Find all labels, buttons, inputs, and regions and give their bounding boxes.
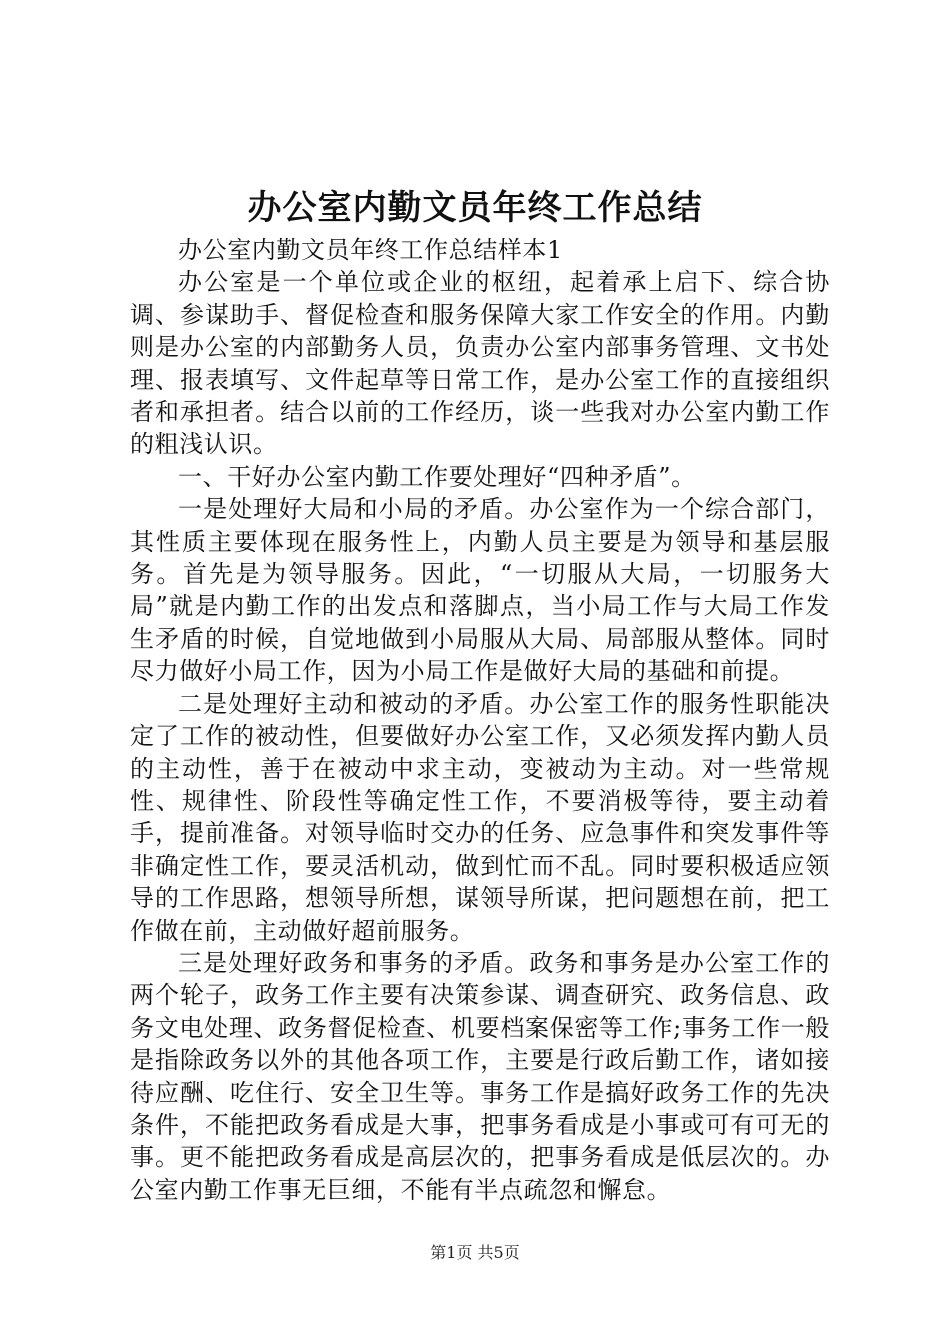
body-paragraph: 三是处理好政务和事务的矛盾。政务和事务是办公室工作的两个轮子，政务工作主要有决策参谋、调查研究、政务信息、政务文电处理、政务督促检查、机要档案保密等工作;事务工作一般是指除政务以外的其他各项工作，主要是行政后勤工作，诸如接待应酬、吃住行、安全卫生等。事务工作是搞好政务工作的先决条件，不能把政务看成是大事，把事务看成是小事或可有可无的事。更不能把政务看成是高层次的，把事务看成是低层次的。办公室内勤工作事无巨细，不能有半点疏忽和懈怠。	[130, 948, 830, 1204]
subtitle-paragraph: 办公室内勤文员年终工作总结样本1	[178, 236, 563, 264]
intro-paragraph: 办公室是一个单位或企业的枢纽，起着承上启下、综合协调、参谋助手、督促检查和服务保障大家工作安全的作用。内勤则是办公室的内部勤务人员，负责办公室内部事务管理、文书处理、报表填写、文件起草等日常工作，是办公室工作的直接组织者和承担者。结合以前的工作经历，谈一些我对办公室内勤工作的粗浅认识。	[130, 268, 830, 459]
document-body	[130, 234, 830, 1206]
section-heading: 一、干好办公室内勤工作要处理好“四种矛盾”。	[178, 462, 696, 491]
body-paragraph: 一是处理好大局和小局的矛盾。办公室作为一个综合部门，其性质主要体现在服务性上，内勤人员主要是为领导和基层服务。首先是为领导服务。因此，“一切服从大局，一切服务大局”就是内勤工作的出发点和落脚点，当小局工作与大局工作发生矛盾的时候，自觉地做到小局服从大局、局部服从整体。同时尽力做好小局工作，因为小局工作是做好大局的基础和前提。	[130, 495, 830, 686]
page-number-footer: 第1页 共5页	[430, 1243, 520, 1262]
document-title: 办公室内勤文员年终工作总结	[247, 188, 703, 228]
body-paragraph: 二是处理好主动和被动的矛盾。办公室工作的服务性职能决定了工作的被动性，但要做好办公室工作，又必须发挥内勤人员的主动性，善于在被动中求主动，变被动为主动。对一些常规性、规律性、阶段性等确定性工作，不要消极等待，要主动着手，提前准备。对领导临时交办的任务、应急事件和突发事件等非确定性工作，要灵活机动，做到忙而不乱。同时要积极适应领导的工作思路，想领导所想，谋领导所谋，把问题想在前，把工作做在前，主动做好超前服务。	[130, 689, 830, 945]
